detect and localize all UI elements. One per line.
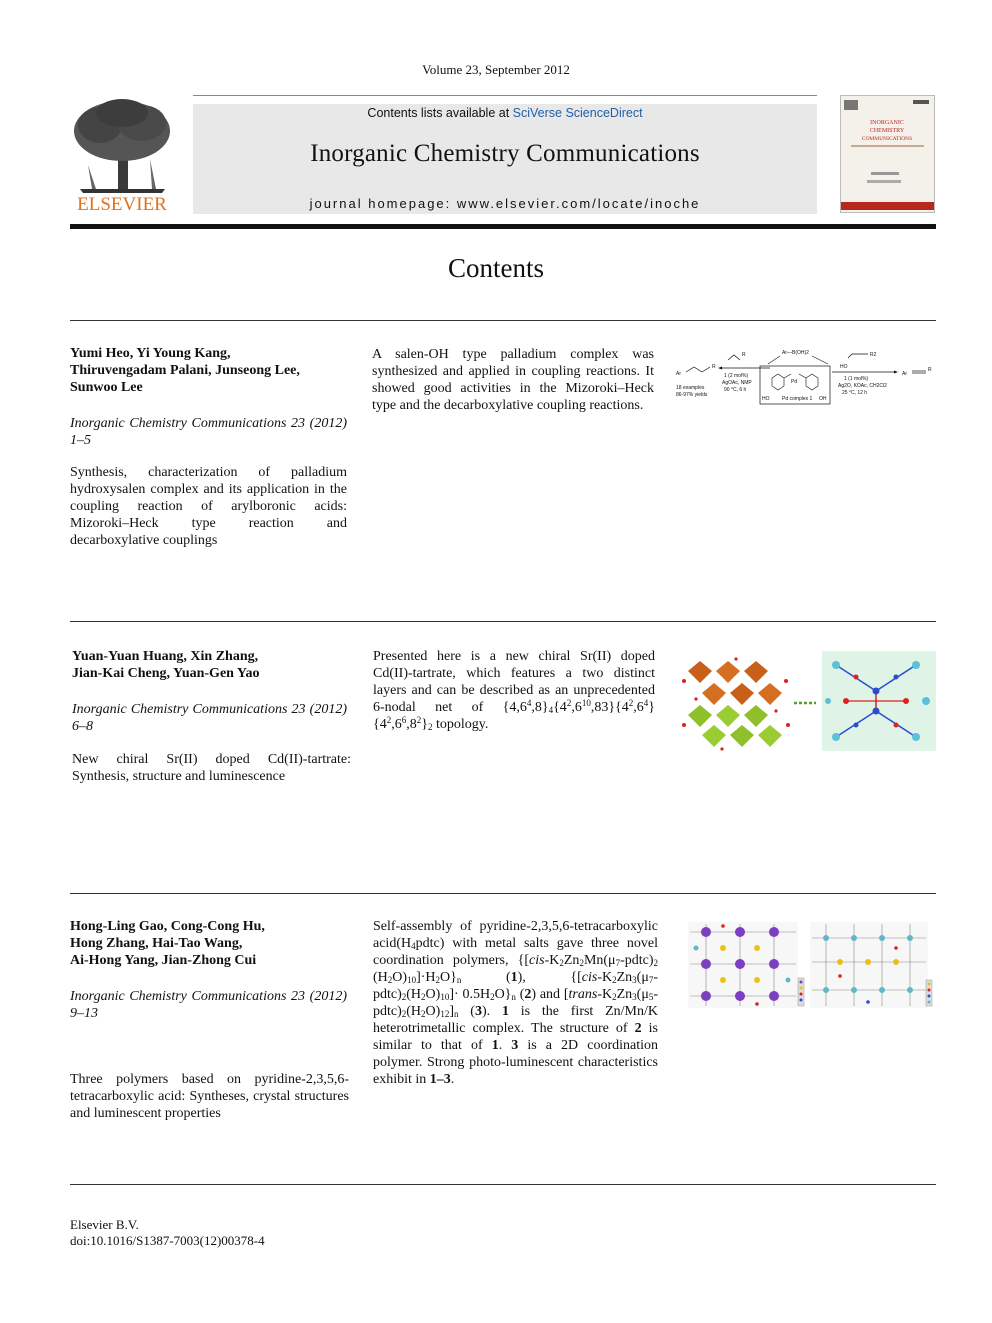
svg-text:Ag2O, KOAc, CH2Cl2: Ag2O, KOAc, CH2Cl2 xyxy=(838,383,887,389)
svg-text:ELSEVIER: ELSEVIER xyxy=(77,194,167,215)
article-1-graphical-abstract xyxy=(672,342,938,408)
article-2-citation[interactable]: Inorganic Chemistry Communications 23 (2012) 6–8 xyxy=(72,702,347,734)
svg-text:Pd: Pd xyxy=(791,379,798,385)
svg-text:Ar—B(OH)2: Ar—B(OH)2 xyxy=(782,350,809,356)
author-line: Thiruvengadam Palani, Junseong Lee, xyxy=(70,363,300,378)
article-3-authors xyxy=(70,918,350,969)
article-3-title[interactable]: Three polymers based on pyridine-2,3,5,6-tetracarboxylic acid: Syntheses, crystal structures and luminescent properties xyxy=(70,1072,349,1121)
author-line: Ai-Hong Yang, Jian-Zhong Cui xyxy=(70,953,257,968)
svg-text:R: R xyxy=(928,367,932,373)
svg-text:R: R xyxy=(712,364,716,370)
article-divider xyxy=(70,893,936,894)
svg-text:Ar: Ar xyxy=(676,371,681,377)
contents-available-line xyxy=(193,106,817,120)
svg-text:OH: OH xyxy=(819,396,827,402)
svg-text:HO: HO xyxy=(840,364,848,370)
article-1-authors xyxy=(70,345,350,396)
journal-header-panel xyxy=(193,104,817,214)
article-divider xyxy=(70,621,936,622)
article-2-graphical-abstract xyxy=(676,651,936,751)
svg-text:HO: HO xyxy=(762,396,770,402)
footer-doi[interactable]: doi:10.1016/S1387-7003(12)00378-4 xyxy=(70,1233,265,1248)
journal-cover-thumbnail xyxy=(840,95,935,213)
contents-heading: Contents xyxy=(447,253,544,283)
header-thick-rule xyxy=(70,224,936,229)
svg-text:COMMUNICATIONS: COMMUNICATIONS xyxy=(861,136,913,142)
elsevier-logo xyxy=(70,95,175,215)
journal-homepage[interactable]: journal homepage: www.elsevier.com/locate/inoche xyxy=(309,196,701,211)
article-1-title[interactable]: Synthesis, characterization of palladium hydroxysalen complex and its application in the coupling reaction of arylboronic acids: Mizoroki–Heck type reaction and decarboxylative couplings xyxy=(70,465,347,548)
footer-divider xyxy=(70,1184,936,1185)
svg-text:18 examples: 18 examples xyxy=(676,385,705,391)
crystal-structure-2 xyxy=(810,922,932,1008)
svg-text:AgOAc, NMP: AgOAc, NMP xyxy=(722,380,752,386)
sciencedirect-link[interactable]: SciVerse ScienceDirect xyxy=(512,106,643,120)
article-divider xyxy=(70,320,936,321)
svg-text:R2: R2 xyxy=(870,352,877,358)
svg-text:1 (2 mol%): 1 (2 mol%) xyxy=(724,373,749,379)
svg-text:90 °C, 6 h: 90 °C, 6 h xyxy=(724,387,747,393)
article-1-citation[interactable]: Inorganic Chemistry Communications 23 (2012) 1–5 xyxy=(70,416,347,448)
svg-text:CHEMISTRY: CHEMISTRY xyxy=(869,128,905,134)
svg-text:Pd complex 1: Pd complex 1 xyxy=(782,396,813,402)
svg-text:Ar: Ar xyxy=(902,371,907,377)
article-3-graphical-abstract xyxy=(676,918,938,1010)
author-line: Hong-Ling Gao, Cong-Cong Hu, xyxy=(70,919,265,934)
article-2-summary: Presented here is a new chiral Sr(II) doped Cd(II)-tartrate, which features a two distinct layers and can be described as an unprecedented 6-nodal net of $\{4,6^4,8\}_4\{4^2,6^{10},83\}\{4^2,6^4\}\{4^2,6^6,8^2\}_2$ topology. xyxy=(373,649,655,732)
crystal-structure-1 xyxy=(688,922,804,1008)
svg-text:86-97% yields: 86-97% yields xyxy=(676,392,708,398)
article-2-authors xyxy=(72,648,352,682)
svg-text:INORGANIC: INORGANIC xyxy=(870,120,904,126)
article-1-summary: A salen-OH type palladium complex was synthesized and applied in coupling reactions. It showed good activities in the Mizoroki–Heck type and the decarboxylative coupling reactions. xyxy=(372,347,654,413)
author-line: Jian-Kai Cheng, Yuan-Gen Yao xyxy=(72,666,260,681)
volume-line: Volume 23, September 2012 xyxy=(422,62,570,77)
article-2-title[interactable]: New chiral Sr(II) doped Cd(II)-tartrate: Synthesis, structure and luminescence xyxy=(72,752,351,784)
journal-title: Inorganic Chemistry Communications xyxy=(310,140,700,167)
author-line: Yumi Heo, Yi Young Kang, xyxy=(70,346,231,361)
svg-text:R: R xyxy=(742,352,746,358)
author-line: Yuan-Yuan Huang, Xin Zhang, xyxy=(72,649,259,664)
footer-publisher: Elsevier B.V. xyxy=(70,1217,139,1232)
article-3-citation[interactable]: Inorganic Chemistry Communications 23 (2012) 9–13 xyxy=(70,989,347,1021)
svg-text:1 (1 mol%): 1 (1 mol%) xyxy=(844,376,869,382)
contents-available-text: Contents lists available at xyxy=(367,106,513,120)
elsevier-tree-icon xyxy=(70,95,175,215)
author-line: Hong Zhang, Hai-Tao Wang, xyxy=(70,936,243,951)
polyhedra-layer xyxy=(682,657,790,750)
header-top-rule xyxy=(193,95,817,96)
svg-text:25 °C, 12 h: 25 °C, 12 h xyxy=(842,390,868,396)
article-3-summary: Self-assembly of pyridine-2,3,5,6-tetracarboxylic $acid(H_4pdtc)$ with metal salts gave three novel coordination polymers, {[$cis-K_2Zn_2Mn(\mu_7-pdtc)_2$ $(H_2O)_{10}]\cdot H_2O\}_n$ (1), $\{[cis-K_2Zn_3(\mu_7-pdtc)_2(H_2O)_{10}]\cdot 0.5H_2O\}_n$ (2) and $[trans-K_2Zn_3(\mu_5-pdtc)_2(H_2O)_{12}]_n$ (3). 1 is the first Zn/Mn/K heterotrimetallic complex. The structure of 2 is similar to that of 1. 3 is a 2D coordination polymer. Strong photo-luminescent characteristics exhibit in 1–3. xyxy=(373,919,659,1087)
author-line: Sunwoo Lee xyxy=(70,380,143,395)
